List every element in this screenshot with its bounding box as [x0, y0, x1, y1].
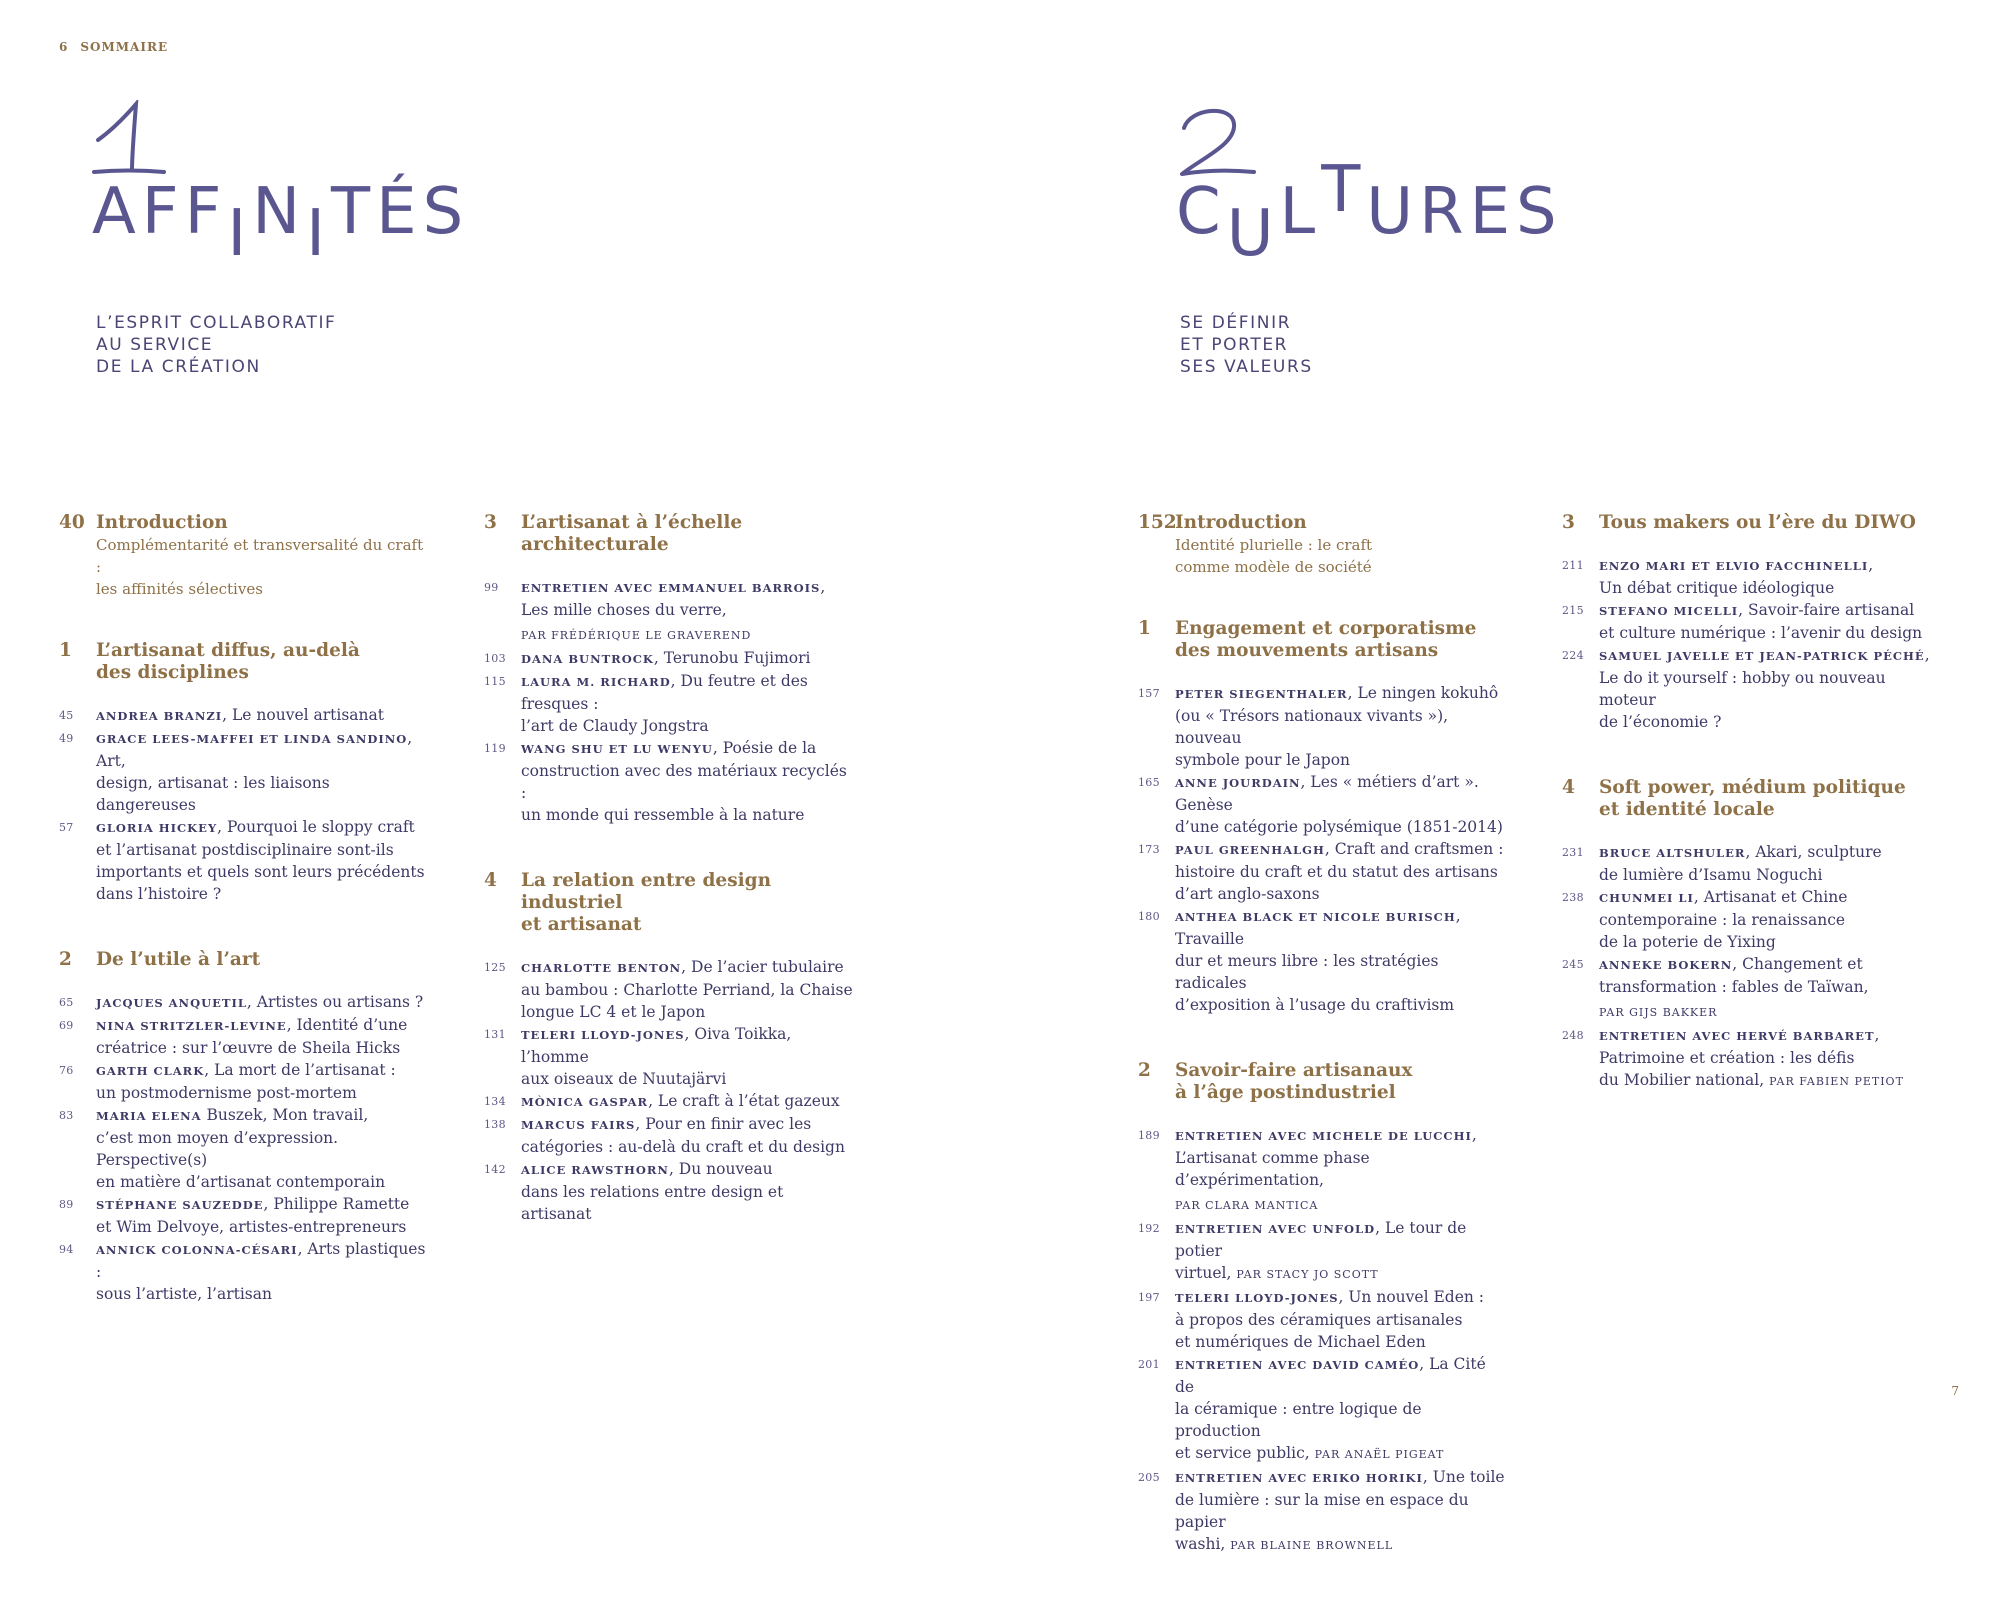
- section-heading: [1562, 777, 1932, 821]
- entry-title: , Un nouvel Eden : à propos des céramiques artisanales et numériques de Michael Eden: [1175, 1288, 1484, 1351]
- entry-credit: PAR GIJS BAKKER: [1599, 1006, 1718, 1019]
- section-number: 3: [1562, 512, 1575, 533]
- section-number: 40: [59, 512, 85, 533]
- section-title: La relation entre design industriel et artisanat: [521, 870, 772, 935]
- section-number: 2: [59, 949, 72, 970]
- section-title: De l’utile à l’art: [96, 949, 261, 970]
- entry-author: ENTRETIEN AVEC MICHELE DE LUCCHI: [1175, 1129, 1472, 1143]
- entry-title: , Philippe Ramette et Wim Delvoye, artistes-entrepreneurs: [96, 1195, 410, 1236]
- toc-entry[interactable]: [1138, 905, 1508, 1016]
- toc-entry[interactable]: [1138, 1286, 1508, 1353]
- toc-section: [1138, 618, 1508, 1016]
- entry-author: JACQUES ANQUETIL: [96, 996, 247, 1010]
- entry-page-number: 94: [59, 1243, 74, 1256]
- toc-entry[interactable]: [484, 670, 854, 737]
- entry-page-number: 224: [1562, 649, 1584, 662]
- section-number: 3: [484, 512, 497, 533]
- entry-author: TELERI LLOYD-JONES: [1175, 1291, 1339, 1305]
- entry-author: WANG SHU ET LU WENYU: [521, 742, 713, 756]
- entry-title: , Savoir-faire artisanal et culture numérique : l’avenir du design: [1599, 601, 1923, 642]
- entry-author: ENTRETIEN AVEC UNFOLD: [1175, 1222, 1376, 1236]
- section-title: Engagement et corporatisme des mouvements artisans: [1175, 618, 1477, 661]
- toc-entry[interactable]: [1562, 644, 1932, 733]
- entry-page-number: 211: [1562, 559, 1584, 572]
- entry-title: , De l’acier tubulaire au bambou : Charlotte Perriand, la Chaise longue LC 4 et le Japon: [521, 958, 853, 1021]
- entry-page-number: 119: [484, 742, 506, 755]
- entry-title: Buszek, Mon travail, c’est mon moyen d’expression. Perspective(s) en matière d’artisanat contemporain: [96, 1106, 386, 1191]
- entry-title: , Du nouveau dans les relations entre design et artisanat: [521, 1160, 784, 1223]
- entry-list: [484, 576, 854, 826]
- toc-entry[interactable]: [1138, 771, 1508, 838]
- entry-title: , Changement et transformation : fables de Taïwan,: [1599, 955, 1869, 996]
- section-subtitle: Identité plurielle : le craft comme modèle de société: [1175, 536, 1373, 576]
- entry-page-number: 49: [59, 732, 74, 745]
- section-title: L’artisanat à l’échelle architecturale: [521, 512, 743, 555]
- section-heading: [59, 949, 429, 971]
- entry-title: , Le tour de potier virtuel,: [1175, 1219, 1467, 1282]
- running-head-page: 6: [59, 40, 69, 54]
- toc-section: [484, 870, 854, 1225]
- entry-page-number: 231: [1562, 846, 1584, 859]
- part-1-subtitle: L’ESPRIT COLLABORATIF AU SERVICE DE LA CRÉATION: [96, 313, 337, 377]
- toc-entry[interactable]: [484, 1023, 854, 1090]
- part-1-title: AFFINITÉS: [92, 175, 470, 271]
- section-title: Introduction: [96, 512, 228, 533]
- section-number: 2: [1138, 1060, 1151, 1081]
- toc-entry[interactable]: [59, 1014, 429, 1059]
- section-subtitle: Complémentarité et transversalité du craft : les affinités sélectives: [96, 536, 424, 598]
- entry-title: , Artistes ou artisans ?: [246, 993, 424, 1011]
- toc-entry[interactable]: [59, 727, 429, 816]
- toc-entry[interactable]: [1138, 838, 1508, 905]
- toc-column-4: [1562, 512, 1932, 1137]
- toc-section: [59, 640, 429, 905]
- part-2-title: CULTURES: [1176, 153, 1563, 271]
- entry-page-number: 157: [1138, 687, 1160, 700]
- entry-author: ANTHEA BLACK ET NICOLE BURISCH: [1175, 910, 1456, 924]
- entry-credit: PAR CLARA MANTICA: [1175, 1199, 1319, 1212]
- toc-entry[interactable]: [1138, 682, 1508, 771]
- toc-entry[interactable]: [1562, 953, 1932, 1024]
- toc-entry[interactable]: [59, 816, 429, 905]
- entry-author: STEFANO MICELLI: [1599, 604, 1739, 618]
- toc-section: [59, 512, 429, 600]
- entry-author: GRACE LEES-MAFFEI ET LINDA SANDINO: [96, 732, 408, 746]
- entry-page-number: 238: [1562, 891, 1584, 904]
- part-2-subtitle: SE DÉFINIR ET PORTER SES VALEURS: [1180, 313, 1313, 377]
- entry-page-number: 180: [1138, 910, 1160, 923]
- entry-author: ENZO MARI ET ELVIO FACCHINELLI: [1599, 559, 1869, 573]
- section-number: 1: [1138, 618, 1151, 639]
- entry-page-number: 57: [59, 821, 74, 834]
- entry-title: , Les « métiers d’art ». Genèse d’une catégorie polysémique (1851-2014): [1175, 773, 1503, 836]
- entry-author: ENTRETIEN AVEC ERIKO HORIKI: [1175, 1471, 1423, 1485]
- entry-title: , Pour en finir avec les catégories : au-delà du craft et du design: [521, 1115, 845, 1156]
- entry-title: , Le craft à l’état gazeux: [648, 1092, 840, 1110]
- entry-title: , Patrimoine et création : les défis du Mobilier national,: [1599, 1026, 1880, 1089]
- toc-entry[interactable]: [1138, 1353, 1508, 1466]
- entry-page-number: 197: [1138, 1291, 1160, 1304]
- entry-page-number: 192: [1138, 1222, 1160, 1235]
- entry-page-number: 248: [1562, 1029, 1584, 1042]
- toc-entry[interactable]: [59, 1059, 429, 1104]
- entry-page-number: 89: [59, 1198, 74, 1211]
- entry-page-number: 115: [484, 675, 506, 688]
- toc-entry[interactable]: [1138, 1217, 1508, 1286]
- entry-title: , L’artisanat comme phase d’expérimentation,: [1175, 1126, 1477, 1189]
- entry-title: , Akari, sculpture de lumière d’Isamu Noguchi: [1599, 843, 1882, 884]
- toc-entry[interactable]: [484, 1113, 854, 1158]
- entry-author: STÉPHANE SAUZEDDE: [96, 1198, 264, 1212]
- entry-author: MARCUS FAIRS: [521, 1118, 636, 1132]
- toc-entry[interactable]: [59, 1193, 429, 1238]
- entry-page-number: 173: [1138, 843, 1160, 856]
- entry-author: MARIA ELENA: [96, 1109, 202, 1123]
- entry-page-number: 131: [484, 1028, 506, 1041]
- toc-column-1: [59, 512, 429, 1349]
- entry-credit: PAR FRÉDÉRIQUE LE GRAVEREND: [521, 629, 752, 642]
- entry-author: ENTRETIEN AVEC DAVID CAMÉO: [1175, 1358, 1420, 1372]
- toc-entry[interactable]: [1138, 1466, 1508, 1557]
- section-heading: [484, 512, 854, 556]
- toc-entry[interactable]: [484, 576, 854, 647]
- entry-page-number: 69: [59, 1019, 74, 1032]
- section-number: 1: [59, 640, 72, 661]
- entry-author: NINA STRITZLER-LEVINE: [96, 1019, 287, 1033]
- entry-author: CHUNMEI LI: [1599, 891, 1694, 905]
- entry-author: GLORIA HICKEY: [96, 821, 218, 835]
- entry-author: LAURA M. RICHARD: [521, 675, 671, 689]
- toc-entry[interactable]: [59, 704, 429, 727]
- entry-page-number: 201: [1138, 1358, 1160, 1371]
- entry-page-number: 134: [484, 1095, 506, 1108]
- entry-page-number: 142: [484, 1163, 506, 1176]
- section-heading: [59, 512, 429, 534]
- entry-title: , Arts plastiques : sous l’artiste, l’artisan: [96, 1240, 426, 1303]
- toc-entry[interactable]: [59, 1104, 429, 1193]
- toc-section: [1562, 777, 1932, 1093]
- toc-entry[interactable]: [1562, 599, 1932, 644]
- toc-entry[interactable]: [484, 1158, 854, 1225]
- entry-page-number: 76: [59, 1064, 74, 1077]
- entry-page-number: 138: [484, 1118, 506, 1131]
- entry-title: , Artisanat et Chine contemporaine : la renaissance de la poterie de Yixing: [1599, 888, 1848, 951]
- toc-entry[interactable]: [1562, 554, 1932, 599]
- toc-entry[interactable]: [484, 1090, 854, 1113]
- entry-list: [59, 704, 429, 905]
- toc-entry[interactable]: [1562, 841, 1932, 886]
- running-head-label: SOMMAIRE: [80, 40, 169, 54]
- section-title: Savoir-faire artisanaux à l’âge postindustriel: [1175, 1060, 1413, 1103]
- entry-author: DANA BUNTROCK: [521, 652, 654, 666]
- entry-author: SAMUEL JAVELLE ET JEAN-PATRICK PÉCHÉ: [1599, 649, 1925, 663]
- entry-list: [1138, 1124, 1508, 1557]
- entry-credit: PAR ANAËL PIGEAT: [1314, 1448, 1445, 1461]
- section-title: Tous makers ou l’ère du DIWO: [1599, 512, 1916, 533]
- entry-title: , Craft and craftsmen : histoire du craft et du statut des artisans d’art anglo-saxons: [1175, 840, 1504, 903]
- section-number: 152: [1138, 512, 1177, 533]
- section-heading: [1138, 512, 1508, 534]
- entry-title: , La mort de l’artisanat : un postmodernisme post-mortem: [96, 1061, 396, 1102]
- section-number: 4: [1562, 777, 1575, 798]
- entry-title: , Oiva Toikka, l’homme aux oiseaux de Nuutajärvi: [521, 1025, 792, 1088]
- entry-author: ANNEKE BOKERN: [1599, 958, 1733, 972]
- entry-author: CHARLOTTE BENTON: [521, 961, 682, 975]
- part-1-header: [92, 100, 592, 400]
- entry-page-number: 125: [484, 961, 506, 974]
- toc-section: [1138, 1060, 1508, 1557]
- entry-credit: PAR FABIEN PETIOT: [1769, 1075, 1904, 1088]
- toc-entry[interactable]: [1562, 886, 1932, 953]
- entry-page-number: 165: [1138, 776, 1160, 789]
- section-heading: [1138, 618, 1508, 662]
- section-heading: [484, 870, 854, 936]
- toc-entry[interactable]: [1562, 1024, 1932, 1093]
- section-number: 4: [484, 870, 497, 891]
- toc-section: [59, 949, 429, 1305]
- entry-page-number: 103: [484, 652, 506, 665]
- entry-author: ENTRETIEN AVEC HERVÉ BARBARET: [1599, 1029, 1875, 1043]
- entry-page-number: 215: [1562, 604, 1584, 617]
- section-title: L’artisanat diffus, au-delà des disciplines: [96, 640, 360, 683]
- entry-credit: PAR STACY JO SCOTT: [1236, 1268, 1379, 1281]
- entry-page-number: 205: [1138, 1471, 1160, 1484]
- entry-page-number: 65: [59, 996, 74, 1009]
- toc-column-3: [1138, 512, 1508, 1601]
- entry-title: , Art, design, artisanat : les liaisons dangereuses: [96, 729, 413, 814]
- entry-title: , Du feutre et des fresques : l’art de Claudy Jongstra: [521, 672, 808, 735]
- entry-page-number: 45: [59, 709, 74, 722]
- part-2-header: [1176, 100, 1676, 400]
- toc-entry[interactable]: [1138, 1124, 1508, 1217]
- entry-title: , Pourquoi le sloppy craft et l’artisanat postdisciplinaire sont-ils importants et quels sont leurs précédents dans l’histoire ?: [96, 818, 425, 903]
- entry-title: , Le nouvel artisanat: [222, 706, 384, 724]
- toc-entry[interactable]: [484, 647, 854, 670]
- section-title: Introduction: [1175, 512, 1307, 533]
- entry-author: ANNICK COLONNA-CÉSARI: [96, 1243, 298, 1257]
- entry-page-number: 189: [1138, 1129, 1160, 1142]
- section-heading: [1562, 512, 1932, 534]
- entry-list: [1562, 841, 1932, 1093]
- toc-entry[interactable]: [484, 737, 854, 826]
- entry-author: ANDREA BRANZI: [96, 709, 223, 723]
- entry-title: , Un débat critique idéologique: [1599, 556, 1874, 597]
- entry-author: TELERI LLOYD-JONES: [521, 1028, 685, 1042]
- entry-title: , Une toile de lumière : sur la mise en espace du papier washi,: [1175, 1468, 1505, 1553]
- entry-author: PETER SIEGENTHALER: [1175, 687, 1348, 701]
- entry-list: [59, 991, 429, 1305]
- toc-entry[interactable]: [59, 1238, 429, 1305]
- entry-page-number: 83: [59, 1109, 74, 1122]
- entry-page-number: 245: [1562, 958, 1584, 971]
- section-title: Soft power, médium politique et identité locale: [1599, 777, 1906, 820]
- toc-section: [484, 512, 854, 826]
- entry-author: PAUL GREENHALGH: [1175, 843, 1325, 857]
- toc-column-2: [484, 512, 854, 1269]
- entry-author: GARTH CLARK: [96, 1064, 205, 1078]
- running-head: [59, 40, 168, 54]
- folio: 7: [1951, 1384, 1959, 1398]
- entry-author: BRUCE ALTSHULER: [1599, 846, 1746, 860]
- entry-page-number: 99: [484, 581, 499, 594]
- entry-title: , La Cité de la céramique : entre logique de production et service public,: [1175, 1355, 1486, 1462]
- entry-title: , Identité d’une créatrice : sur l’œuvre de Sheila Hicks: [96, 1016, 408, 1057]
- entry-title: , Travaille dur et meurs libre : les stratégies radicales d’exposition à l’usage du craftivism: [1175, 907, 1461, 1014]
- entry-author: ENTRETIEN AVEC EMMANUEL BARROIS: [521, 581, 821, 595]
- entry-title: , Terunobu Fujimori: [653, 649, 811, 667]
- section-heading: [59, 640, 429, 684]
- toc-entry[interactable]: [59, 991, 429, 1014]
- entry-list: [1138, 682, 1508, 1016]
- entry-title: , Poésie de la construction avec des matériaux recyclés : un monde qui ressemble à la nature: [521, 739, 847, 824]
- entry-title: , Le ningen kokuhô (ou « Trésors nationaux vivants »), nouveau symbole pour le Japon: [1175, 684, 1499, 769]
- entry-author: ANNE JOURDAIN: [1175, 776, 1301, 790]
- entry-list: [484, 956, 854, 1225]
- entry-credit: PAR BLAINE BROWNELL: [1230, 1539, 1394, 1552]
- toc-section: [1138, 512, 1508, 578]
- toc-section: [1562, 512, 1932, 733]
- entry-list: [1562, 554, 1932, 733]
- entry-author: MÒNICA GASPAR: [521, 1095, 649, 1109]
- entry-title: , Le do it yourself : hobby ou nouveau moteur de l’économie ?: [1599, 646, 1930, 731]
- section-heading: [1138, 1060, 1508, 1104]
- toc-entry[interactable]: [484, 956, 854, 1023]
- entry-title: , Les mille choses du verre,: [521, 578, 826, 619]
- entry-author: ALICE RAWSTHORN: [521, 1163, 669, 1177]
